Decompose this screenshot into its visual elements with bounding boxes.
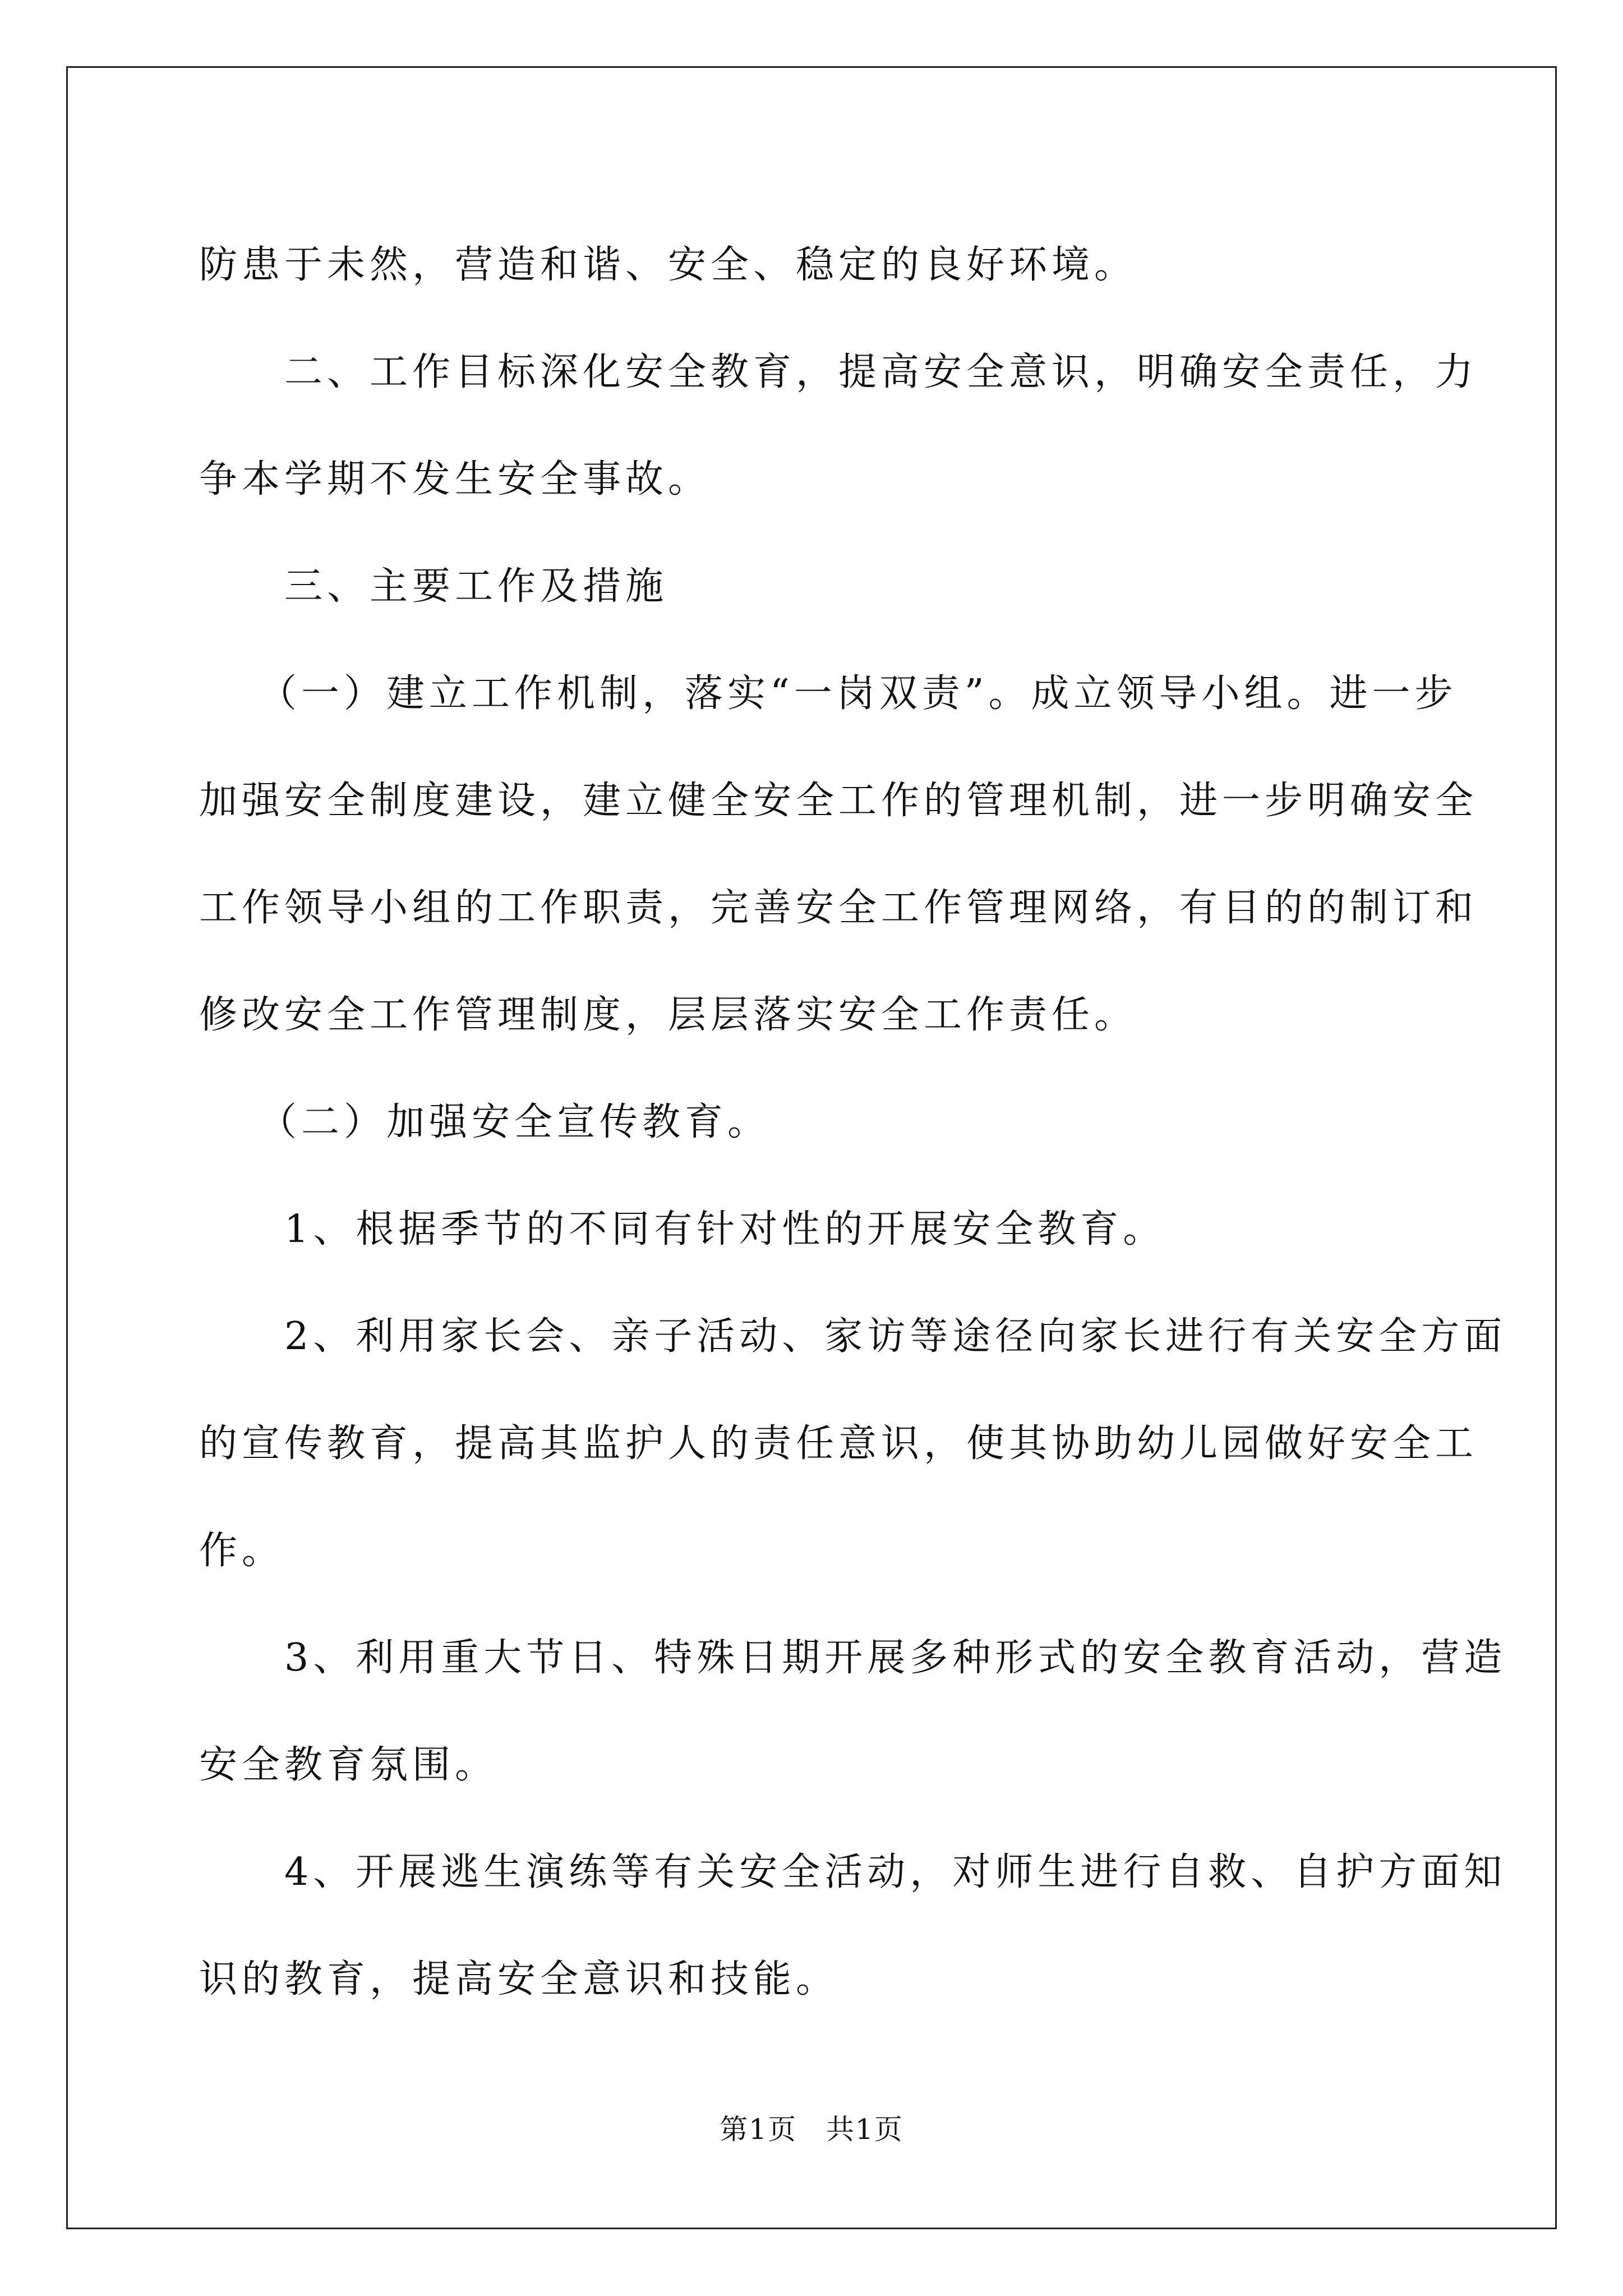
text-line: 防患于未然，营造和谐、安全、稳定的良好环境。	[199, 243, 1137, 287]
text-line: 工作领导小组的工作职责，完善安全工作管理网络，有目的的制订和	[199, 886, 1478, 930]
text-line: （一）建立工作机制，落实“一岗双责”。成立领导小组。进一步	[259, 671, 1458, 716]
text-line: 争本学期不发生安全事故。	[199, 457, 711, 501]
list-item: 4、开展逃生演练等有关安全活动，对师生进行自救、自护方面知	[284, 1850, 1507, 1894]
text-line: 修改安全工作管理制度，层层落实安全工作责任。	[199, 993, 1137, 1037]
text-line: 安全教育氛围。	[199, 1743, 498, 1787]
text-line: 二、工作目标深化安全教育，提高安全意识，明确安全责任，力	[284, 350, 1478, 394]
list-item: 3、利用重大节日、特殊日期开展多种形式的安全教育活动，营造	[284, 1636, 1507, 1680]
page-number-label: 第1页 共1页	[720, 2113, 903, 2146]
document-body	[199, 211, 1507, 2033]
list-item: 2、利用家长会、亲子活动、家访等途径向家长进行有关安全方面	[284, 1314, 1507, 1359]
list-item: 1、根据季节的不同有针对性的开展安全教育。	[284, 1207, 1166, 1251]
subsection-heading: （二）加强安全宣传教育。	[259, 1100, 771, 1144]
page-footer	[0, 2107, 1623, 2147]
text-line: 加强安全制度建设，建立健全安全工作的管理机制，进一步明确安全	[199, 779, 1478, 823]
section-heading: 三、主要工作及措施	[284, 564, 668, 609]
text-line: 的宣传教育，提高其监护人的责任意识，使其协助幼儿园做好安全工	[199, 1421, 1478, 1466]
text-line: 作。	[199, 1529, 285, 1573]
text-line: 识的教育，提高安全意识和技能。	[199, 1957, 839, 2001]
